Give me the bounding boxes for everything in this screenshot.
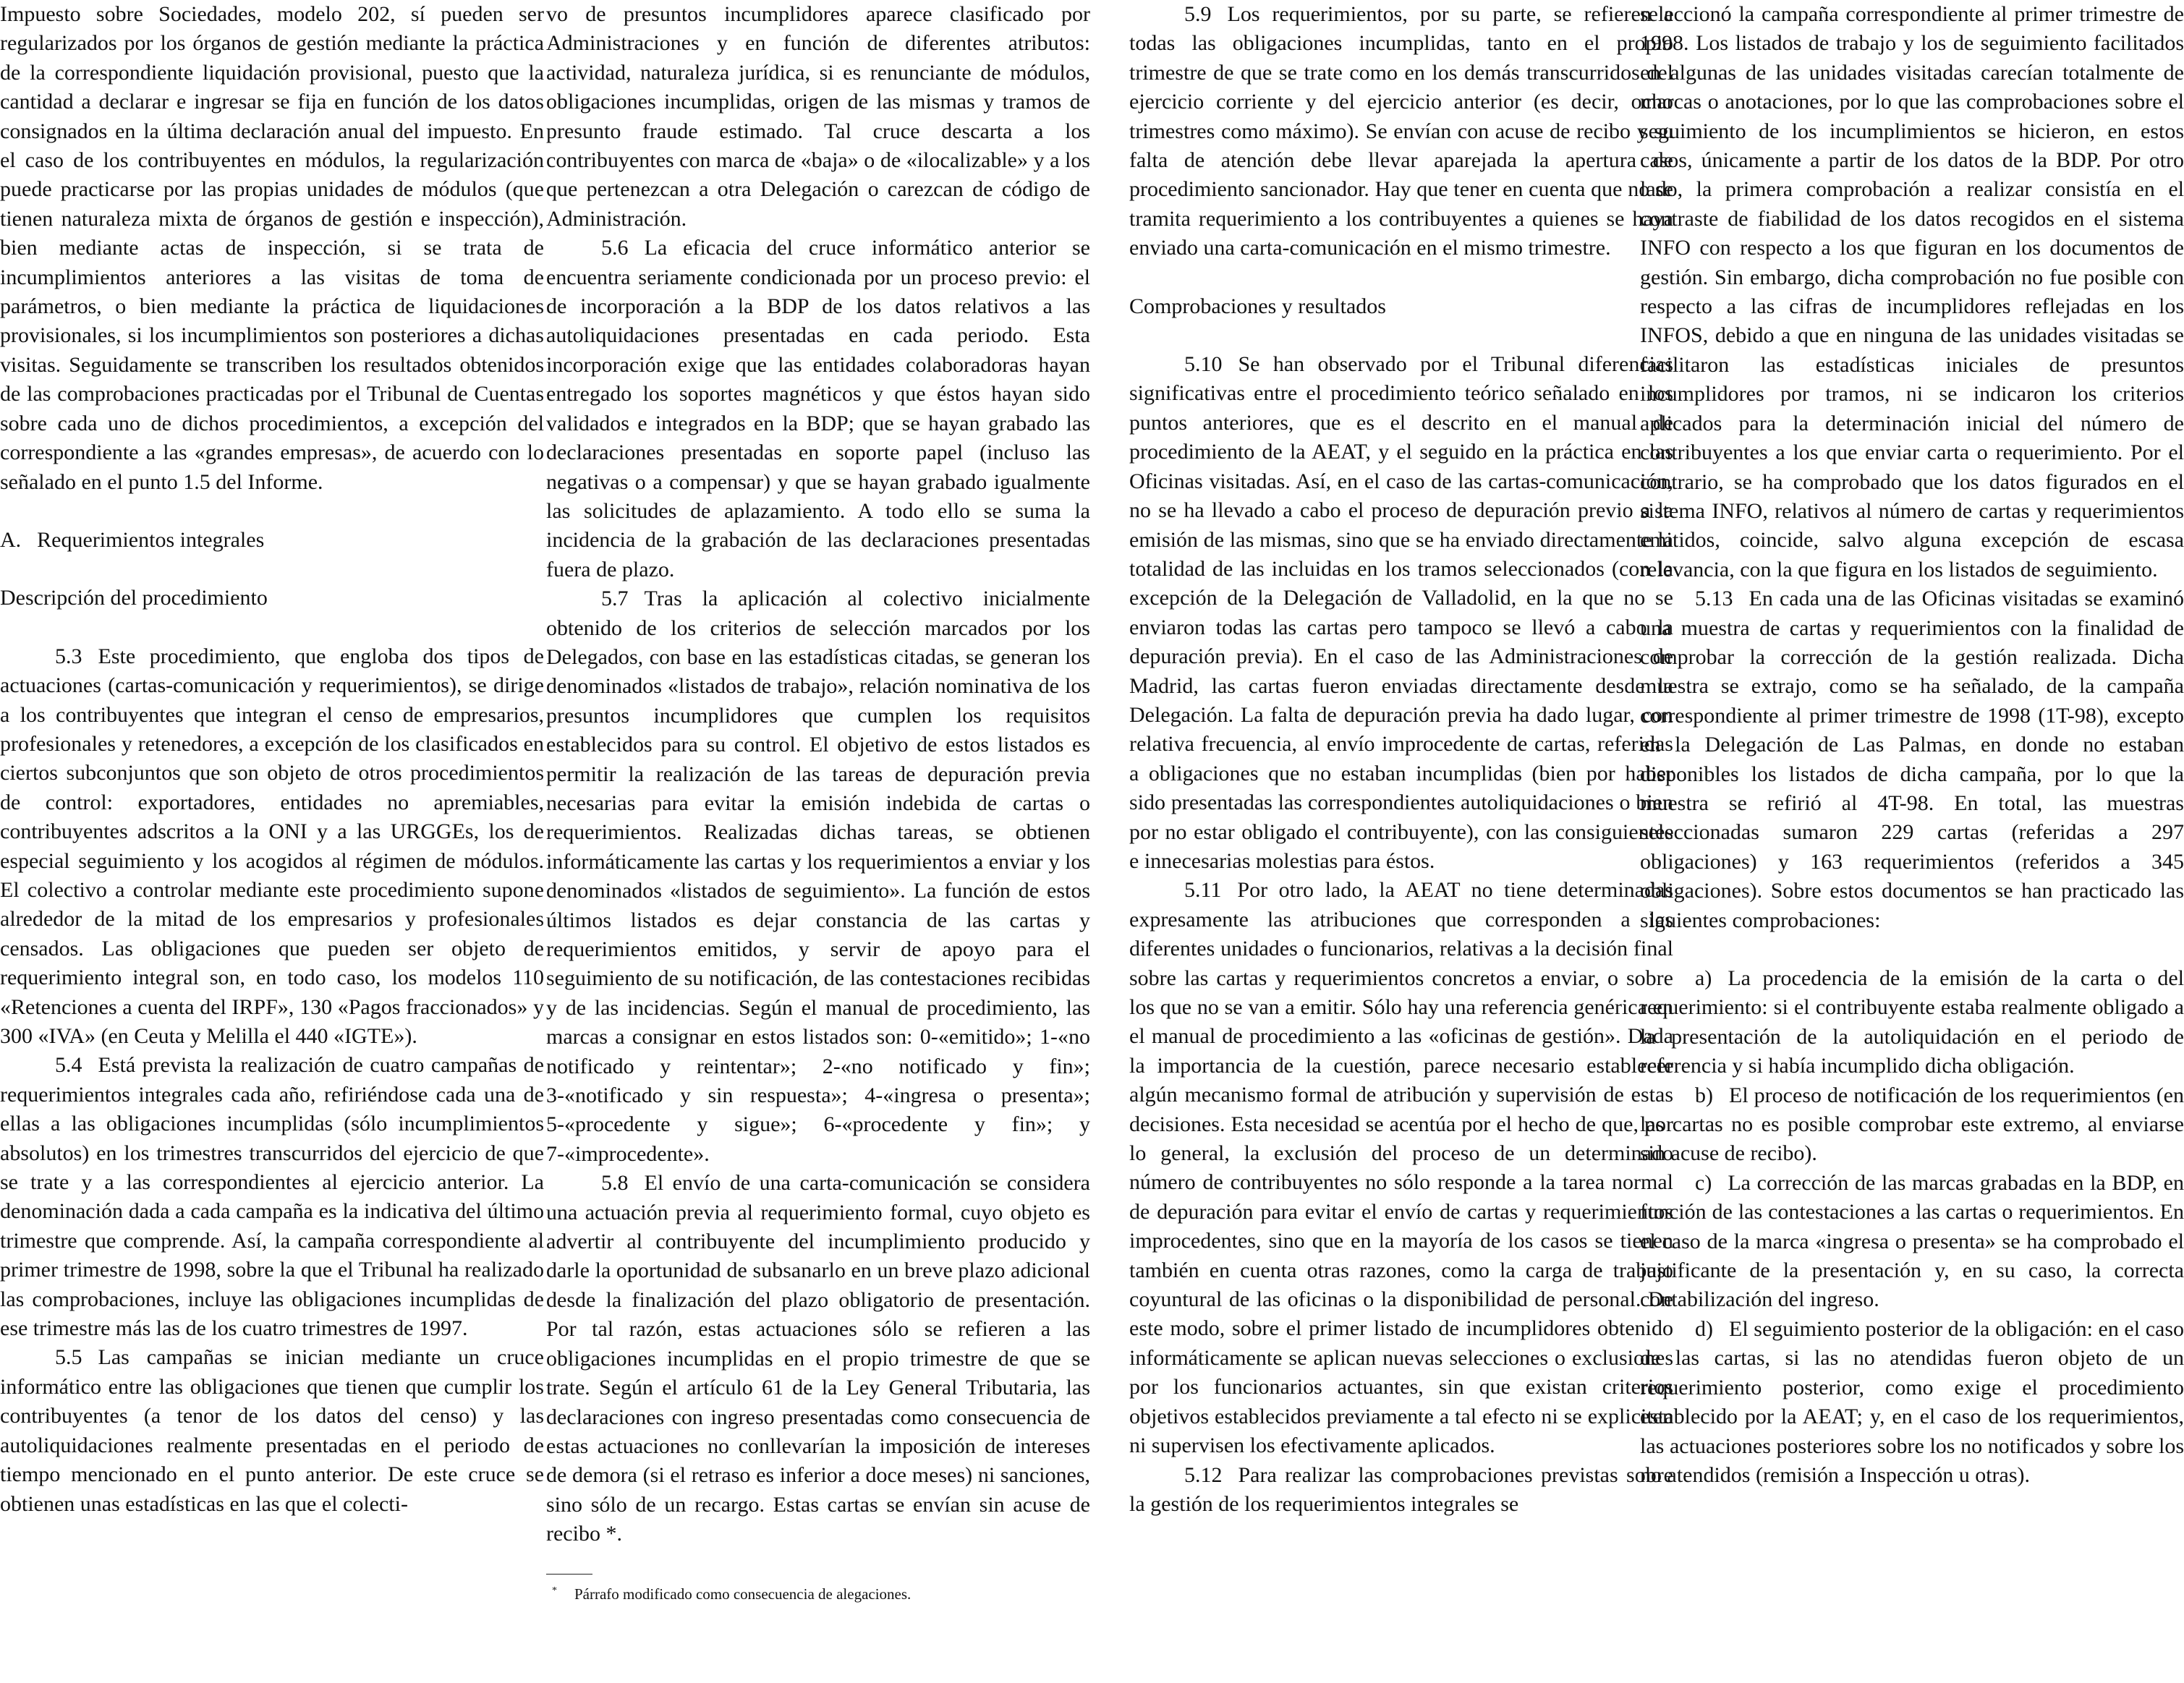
paragraph-number: d) xyxy=(1695,1316,1713,1341)
paragraph-continuation: Impuesto sobre Sociedades, modelo 202, sí pueden ser regularizados por los órganos de gestión mediante la práctica de la correspondiente liquidación provisional, puesto que la cantidad a declarar e ingresar se fija en función de los datos consignados en la última declaración anual del impuesto. En el caso de los contribuyentes en módulos, la regularización puede practicarse por las propias unidades de módulos (que tienen naturaleza mixta de órganos de gestión e inspección), bien mediante actas de inspección, si se trata de incumplimientos anteriores a las visitas de toma de parámetros, o bien mediante la práctica de liquidaciones provisionales, si los incumplimientos son posteriores a dichas visitas. Seguidamente se transcriben los resultados obtenidos de las comprobaciones practicadas por el Tribunal de Cuentas sobre cada uno de dichos procedimientos, a excepción del correspondiente a las «grandes empresas», de acuerdo con lo señalado en el punto 1.5 del Informe. xyxy=(0,2,544,494)
text-column-3 xyxy=(1129,0,1673,1683)
numbered-paragraph xyxy=(1640,584,2184,935)
paragraph-number: 5.9 xyxy=(1184,2,1212,26)
numbered-paragraph xyxy=(546,1169,1090,1548)
paragraph-text: Se han observado por el Tribunal diferencias significativas entre el procedimiento teórico señalado en los puntos anteriores, que es el descrito en el manual de procedimiento de la AEAT, y el seguido en la práctica en las Oficinas visitadas. Así, en el caso de las cartas-comunicación, no se ha llevado a cabo el proceso de depuración previo a la emisión de las mismas, sino que se ha enviado directamente la totalidad de las incluidas en los tramos seleccionados (con la excepción de la Delegación de Valladolid, en la que no se enviaron todas las cartas pero tampoco se llevó a cabo la depuración previa). En el caso de las Administraciones de Madrid, las cartas fueron enviadas directamente desde la Delegación. La falta de depuración previa ha dado lugar, con relativa frecuencia, al envío improcedente de cartas, referidas a obligaciones que no estaban incumplidas (bien por haber sido presentadas las correspondientes autoliquidaciones o bien por no estar obligado el contribuyente), con las consiguientes e innecesarias molestias para éstos. xyxy=(1129,352,1673,873)
paragraph-number: 5.11 xyxy=(1184,878,1222,903)
numbered-paragraph xyxy=(1129,876,1673,1460)
numbered-paragraph xyxy=(1129,0,1673,263)
paragraph-text: Este procedimiento, que engloba dos tipos de actuaciones (cartas-comunicación y requerimientos), se dirige a los contribuyentes que integran el censo de empresarios, profesionales y retenedores, a excepción de los clasificados en ciertos subconjuntos que son objeto de otros procedimientos de control: exportadores, entidades no apremiables, contribuyentes adscritos a la ONI y a las URGGEs, los de especial seguimiento y los acogidos al régimen de módulos. El colectivo a controlar mediante este procedimiento supone alrededor de la mitad de los empresarios y profesionales censados. Las obligaciones que pueden ser objeto de requerimiento integral son, en todo caso, los modelos 110 «Retenciones a cuenta del IRPF», 130 «Pagos fraccionados» y 300 «IVA» (en Ceuta y Melilla el 440 «IGTE»). xyxy=(0,644,544,1048)
section-heading xyxy=(0,584,544,613)
spacer xyxy=(1640,935,2184,964)
paragraph-text: La corrección de las marcas grabadas en la BDP, en función de las contestaciones a las cartas o requerimientos. En el caso de la marca «ingresa o presenta» se ha comprobado el justificante de la presentación y, en su caso, la correcta contabilización del ingreso. xyxy=(1640,1170,2184,1312)
paragraph-text: La eficacia del cruce informático anterior se encuentra seriamente condicionada por un proceso previo: el de incorporación a la BDP de los datos relativos a las autoliquidaciones presentadas en cada periodo. Esta incorporación exige que las entidades colaboradoras hayan entregado los soportes magnéticos y que éstos hayan sido validados e integrados en la BDP; que se hayan grabado las declaraciones presentadas en soporte papel (incluso las negativas o a compensar) y que se hayan grabado igualmente las solicitudes de aplazamiento. A todo ello se suma la incidencia de la grabación de las declaraciones presentadas fuera de plazo. xyxy=(546,236,1090,581)
numbered-paragraph xyxy=(0,1343,544,1518)
numbered-paragraph xyxy=(1640,964,2184,1081)
numbered-paragraph xyxy=(1129,1461,1673,1520)
paragraph-text: Las campañas se inician mediante un cruce informático entre las obligaciones que tienen que cumplir los contribuyentes (a tenor de los datos del censo) y las autoliquidaciones realmente presentadas en el periodo de tiempo mencionado en el punto anterior. De este cruce se obtienen unas estadísticas en las que el colecti- xyxy=(0,1345,544,1516)
paragraph-text: El envío de una carta-comunicación se considera una actuación previa al requerimiento formal, cuyo objeto es advertir al contribuyente del incumplimiento producido y darle la oportunidad de subsanarlo en un breve plazo adicional desde la finalización del plazo obligatorio de presentación. Por tal razón, estas actuaciones sólo se refieren a las obligaciones incumplidas en el propio trimestre de que se trate. Según el artículo 61 de la Ley General Tributaria, las declaraciones con ingreso presentadas como consecuencia de estas actuaciones no conllevarían la imposición de intereses de demora (si el retraso es inferior a doce meses) ni sanciones, sino sólo de un recargo. Estas cartas se envían sin acuse de recibo *. xyxy=(546,1171,1090,1546)
numbered-paragraph xyxy=(546,234,1090,584)
numbered-paragraph xyxy=(0,1051,544,1343)
paragraph-number: b) xyxy=(1695,1083,1713,1107)
paragraph-text: En cada una de las Oficinas visitadas se examinó una muestra de cartas y requerimientos con la finalidad de comprobar la corrección de la gestión realizada. Dicha muestra se extrajo, como se ha señalado, de la campaña correspondiente al primer trimestre de 1998 (1T-98), excepto en la Delegación de Las Palmas, en donde no estaban disponibles los listados de dicha campaña, por lo que la muestra se refirió al 4T-98. En total, las muestras seleccionadas sumaron 229 cartas (referidas a 297 obligaciones) y 163 requerimientos (referidos a 345 obligaciones). Sobre estos documentos se han practicado las siguientes comprobaciones: xyxy=(1640,587,2184,932)
section-heading xyxy=(1129,292,1673,321)
paragraph-number: 5.6 xyxy=(601,236,629,260)
text-column-1 xyxy=(0,0,544,1683)
paragraph-number: A. xyxy=(0,527,22,552)
paragraph-number: 5.5 xyxy=(55,1345,82,1370)
numbered-paragraph xyxy=(1640,1315,2184,1490)
numbered-paragraph xyxy=(1640,1169,2184,1315)
paragraph-number: 5.3 xyxy=(55,644,82,668)
numbered-paragraph xyxy=(546,584,1090,1169)
paragraph-text: Por otro lado, la AEAT no tiene determinadas expresamente las atribuciones que corresponden a las diferentes unidades o funcionarios, relativas a la decisión final sobre las cartas y requerimientos concretos a enviar, o sobre los que no se van a emitir. Sólo hay una referencia genérica en el manual de procedimiento a las «oficinas de gestión». Dada la importancia de la cuestión, parece necesario establecer algún mecanismo formal de atribución y supervisión de estas decisiones. Esta necesidad se acentúa por el hecho de que, por lo general, la exclusión del proceso de un determinado número de contribuyentes no sólo responde a la tarea normal de depuración para evitar el envío de cartas y requerimientos improcedentes, sino que en la mayoría de los casos se tienen también en cuenta otras razones, como la carga de trabajo coyuntural de las oficinas o la disponibilidad de personal. De este modo, sobre el primer listado de incumplidores obtenido informáticamente se aplican nuevas selecciones o exclusiones por los funcionarios actuantes, sin que existan criterios objetivos establecidos previamente a tal efecto ni se expliciten ni supervisen los efectivamente aplicados. xyxy=(1129,878,1673,1458)
text-column-4 xyxy=(1640,0,2184,1683)
paragraph-text: El proceso de notificación de los requerimientos (en las cartas no es posible comprobar este extremo, al enviarse sin acuse de recibo). xyxy=(1640,1083,2184,1166)
paragraph-number: a) xyxy=(1695,966,1712,990)
paragraph-text: La procedencia de la emisión de la carta o del requerimiento: si el contribuyente estaba realmente obligado a la presentación de la autoliquidación en el periodo de referencia y si había incumplido dicha obligación. xyxy=(1640,966,2184,1078)
paragraph-continuation: vo de presuntos incumplidores aparece clasificado por Administraciones y en función de diferentes atributos: actividad, naturaleza jurídica, si es renunciante de módulos, obligaciones incumplidas, origen de las mismas y tramos de presunto fraude estimado. Tal cruce descarta a los contribuyentes con marca de «baja» o de «ilocalizable» y a los que pertenezcan a otra Delegación o carezcan de código de Administración. xyxy=(546,2,1090,231)
paragraph-number: 5.12 xyxy=(1184,1462,1223,1487)
footnote-text: Párrafo modificado como consecuencia de alegaciones. xyxy=(574,1585,912,1603)
paragraph-text: Requerimientos integrales xyxy=(37,527,265,552)
paragraph-number: 5.4 xyxy=(55,1053,82,1078)
paragraph-text: Los requerimientos, por su parte, se refieren a todas las obligaciones incumplidas, tanto en el propio trimestre de que se trate como en los demás transcurridos del ejercicio corriente y del ejercicio anterior (es decir, ocho trimestres como máximo). Se envían con acuse de recibo y su falta de atención debe llevar aparejada la apertura de procedimiento sancionador. Hay que tener en cuenta que no se tramita requerimiento a los contribuyentes a quienes se haya enviado una carta-comunicación en el mismo trimestre. xyxy=(1129,2,1673,260)
paragraph-number: c) xyxy=(1695,1170,1712,1195)
paragraph-text: El seguimiento posterior de la obligación: en el caso de las cartas, si las no atendidas fueron objeto de un requerimiento posterior, como exige el procedimiento establecido por la AEAT; y, en el caso de los requerimientos, las actuaciones posteriores sobre los no notificados y sobre los no atendidos (remisión a Inspección u otras). xyxy=(1640,1316,2184,1487)
section-heading xyxy=(0,526,544,555)
footnote-mark: * xyxy=(552,1585,557,1596)
numbered-paragraph xyxy=(1129,350,1673,876)
paragraph-continuation: seleccionó la campaña correspondiente al primer trimestre de 1998. Los listados de trabajo y los de seguimiento facilitados en algunas de las unidades visitadas carecían totalmente de marcas o anotaciones, por lo que las comprobaciones sobre el seguimiento de los incumplimientos se hicieron, en estos casos, únicamente a partir de los datos de la BDP. Por otro lado, la primera comprobación a realizar consistía en el contraste de fiabilidad de los datos recogidos en el sistema INFO con respecto a los que figuran en los documentos de gestión. Sin embargo, dicha comprobación no fue posible con respecto a las cifras de incumplidores reflejadas en los INFOS, debido a que en ninguna de las unidades visitadas se facilitaron las estadísticas iniciales de presuntos incumplidores por tramos, ni se indicaron los criterios aplicados para la determinación inicial del número de contribuyentes a los que enviar carta o requerimiento. Por el contrario, se ha comprobado que los datos figurados en el sistema INFO, relativos al número de cartas y requerimientos emitidos, coincide, salvo alguna excepción de escasa relevancia, con la que figura en los listados de seguimiento. xyxy=(1640,2,2184,581)
numbered-paragraph xyxy=(0,642,544,1052)
paragraph-text: Comprobaciones y resultados xyxy=(1129,294,1386,318)
footnote-divider xyxy=(546,1574,592,1575)
text-column-2 xyxy=(546,0,1090,1683)
paragraph-text: Para realizar las comprobaciones previstas sobre la gestión de los requerimientos integrales se xyxy=(1129,1462,1673,1516)
paragraph-number: 5.8 xyxy=(601,1171,629,1196)
paragraph-text: Tras la aplicación al colectivo inicialmente obtenido de los criterios de selección marcados por los Delegados, con base en las estadísticas citadas, se generan los denominados «listados de trabajo», relación nominativa de los presuntos incumplidores que cumplen los requisitos establecidos para su control. El objetivo de estos listados es permitir la realización de las tareas de depuración previa necesarias para evitar la emisión indebida de cartas o requerimientos. Realizadas dichas tareas, se obtienen informáticamente las cartas y los requerimientos a enviar y los denominados «listados de seguimiento». La función de estos últimos listados es dejar constancia de las cartas y requerimientos emitidos, y servir de apoyo para el seguimiento de su notificación, de las contestaciones recibidas y de las incidencias. Según el manual de procedimiento, las marcas a consignar en estos listados son: 0-«emitido»; 1-«no notificado y reintentar»; 2-«no notificado y fin»; 3-«notificado y sin respuesta»; 4-«ingresa o presenta»; 5-«procedente y sigue»; 6-«procedente y fin»; y 7-«improcedente». xyxy=(546,587,1090,1166)
numbered-paragraph xyxy=(1640,1081,2184,1169)
paragraph-number: 5.7 xyxy=(601,587,629,611)
footnote xyxy=(546,1582,1090,1603)
paragraph-text: Está prevista la realización de cuatro campañas de requerimientos integrales cada año, refiriéndose cada una de ellas a las obligaciones incumplidas (sólo incumplimientos absolutos) en los trimestres transcurridos del ejercicio de que se trate y a las correspondientes al ejercicio anterior. La denominación dada a cada campaña es la indicativa del último trimestre que comprende. Así, la campaña correspondiente al primer trimestre de 1998, sobre la que el Tribunal ha realizado las comprobaciones, incluye las obligaciones incumplidas de ese trimestre más las de los cuatro trimestres de 1997. xyxy=(0,1053,544,1341)
paragraph-text: Descripción del procedimiento xyxy=(0,586,268,610)
paragraph-number: 5.10 xyxy=(1184,352,1223,377)
paragraph-number: 5.13 xyxy=(1695,587,1733,611)
